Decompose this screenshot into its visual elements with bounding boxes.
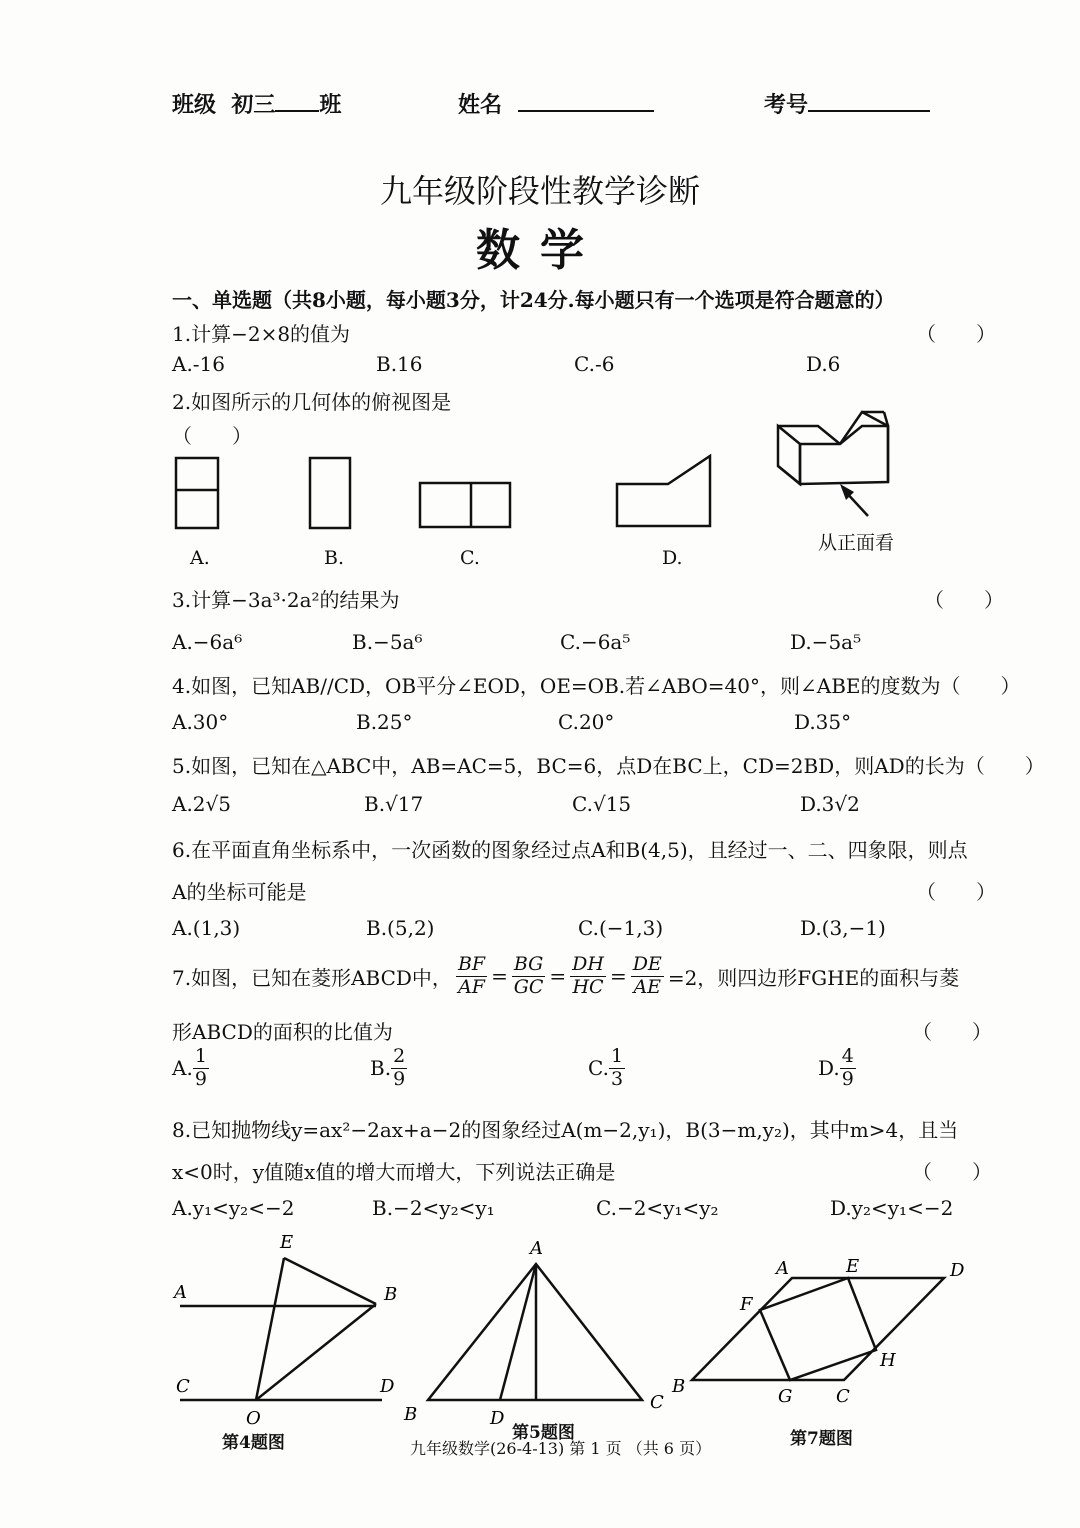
point-d-label: D <box>380 1376 395 1397</box>
question-5-text: 5.如图，已知在△ABC中，AB=AC=5，BC=6，点D在BC上，CD=2BD，则AD的长为（ ） <box>172 754 1045 778</box>
question-6-text-line-2: A的坐标可能是 <box>172 880 307 904</box>
question-6-option-c[interactable]: C.(−1,3) <box>578 916 664 940</box>
section-heading: 一、单选题（共8小题，每小题3分，计24分.每小题只有一个选项是符合题意的） <box>172 288 895 312</box>
q2-label-b[interactable]: B. <box>324 547 345 569</box>
question-2-answer-box[interactable]: （ ） <box>172 424 252 448</box>
figure-7-caption: 第7题图 <box>790 1429 853 1449</box>
point-c-label: C <box>836 1386 850 1407</box>
rhombus-abcd <box>692 1278 944 1380</box>
question-3-option-c[interactable]: C.−6a⁵ <box>560 630 631 654</box>
question-5-option-d[interactable]: D.3√2 <box>800 792 860 816</box>
exam-no-field <box>764 88 930 119</box>
class-field <box>172 88 341 119</box>
name-label: 姓名 <box>458 92 503 118</box>
figure-5-caption: 第5题图 <box>512 1423 575 1443</box>
class-blank[interactable] <box>275 90 319 112</box>
fraction-dh-hc: $\frac{DH}{HC}$ <box>572 953 604 998</box>
class-suffix: 班 <box>319 92 342 118</box>
point-o-label: O <box>246 1408 261 1428</box>
question-8-option-b[interactable]: B.−2<y₂<y₁ <box>372 1196 495 1220</box>
question-7-option-a[interactable]: A. $\frac{1}{9}$ <box>172 1045 207 1090</box>
fraction-bf-af: $\frac{BF}{AF}$ <box>457 953 486 998</box>
point-e-label: E <box>846 1256 860 1277</box>
question-3-answer-box[interactable]: （ ） <box>924 588 1004 612</box>
question-5-option-a[interactable]: A.2√5 <box>172 792 231 816</box>
question-1-option-c[interactable]: C.-6 <box>574 352 615 376</box>
question-8-answer-box[interactable]: （ ） <box>912 1160 992 1184</box>
figure-7 <box>666 1250 986 1410</box>
point-a-label: A <box>776 1258 789 1279</box>
class-label: 班级 <box>172 92 217 118</box>
q2-option-b-figure <box>310 458 350 528</box>
q2-solid-figure <box>778 412 888 484</box>
question-7-option-d[interactable]: D. $\frac{4}{9}$ <box>818 1045 854 1090</box>
exam-no-label: 考号 <box>764 92 809 118</box>
question-8-text-line-1: 8.已知抛物线y=ax²−2ax+a−2的图象经过A(m−2,y₁)，B(3−m,y₂)，其中m>4，且当 <box>172 1118 959 1142</box>
question-5-option-c[interactable]: C.√15 <box>572 792 632 816</box>
point-b-label: B <box>672 1376 686 1397</box>
point-a-label: A <box>530 1238 543 1259</box>
figure-4 <box>160 1228 420 1428</box>
point-h-label: H <box>880 1350 896 1371</box>
figure-4-caption: 第4题图 <box>222 1433 285 1453</box>
question-6-option-b[interactable]: B.(5,2) <box>366 916 435 940</box>
q2-label-a[interactable]: A. <box>190 547 210 569</box>
segment-ob <box>256 1304 376 1400</box>
question-5-option-b[interactable]: B.√17 <box>364 792 424 816</box>
question-7-line-2: 形ABCD的面积的比值为 <box>172 1020 393 1044</box>
question-2-text: 2.如图所示的几何体的俯视图是 <box>172 390 452 414</box>
question-4-option-c[interactable]: C.20° <box>558 710 615 734</box>
name-field <box>458 88 654 119</box>
question-3-option-d[interactable]: D.−5a⁵ <box>790 630 862 654</box>
point-c-label: C <box>650 1392 664 1413</box>
page-footer: 九年级数学(26-4-13) 第 1 页 （共 6 页） <box>410 1439 712 1458</box>
point-f-label: F <box>740 1294 753 1315</box>
segment-oe <box>256 1258 284 1400</box>
point-d-label: D <box>950 1260 965 1281</box>
q2-option-c-figure <box>420 483 510 527</box>
question-6-option-a[interactable]: A.(1,3) <box>172 916 241 940</box>
point-a-label: A <box>174 1282 187 1303</box>
segment-ad <box>500 1264 536 1400</box>
q2-view-note: 从正面看 <box>818 532 895 554</box>
name-blank[interactable] <box>518 90 654 112</box>
point-d-label: D <box>490 1408 505 1428</box>
exam-no-blank[interactable] <box>808 90 930 112</box>
q2-option-d-figure <box>617 456 710 526</box>
grade-label: 初三 <box>231 92 276 118</box>
question-8-text-line-2: x<0时，y值随x值的增大而增大，下列说法正确是 <box>172 1160 616 1184</box>
question-4-option-d[interactable]: D.35° <box>794 710 852 734</box>
question-1-option-a[interactable]: A.-16 <box>172 352 226 376</box>
point-g-label: G <box>778 1386 793 1407</box>
question-8-option-c[interactable]: C.−2<y₁<y₂ <box>596 1196 719 1220</box>
question-4-text: 4.如图，已知AB//CD，OB平分∠EOD，OE=OB.若∠ABO=40°，则∠ABE的度数为（ ） <box>172 674 1021 698</box>
question-6-answer-box[interactable]: （ ） <box>916 880 996 904</box>
exam-title: 九年级阶段性教学诊断 <box>379 172 700 210</box>
view-arrow-icon <box>840 484 868 516</box>
question-4-option-a[interactable]: A.30° <box>172 710 229 734</box>
question-7-option-b[interactable]: B. $\frac{2}{9}$ <box>370 1045 406 1090</box>
figure-5 <box>398 1238 688 1428</box>
question-3-option-b[interactable]: B.−5a⁶ <box>352 630 423 654</box>
fraction-de-ae: $\frac{DE}{AE}$ <box>632 953 662 998</box>
question-7-prefix: 7.如图，已知在菱形ABCD中， <box>172 965 452 990</box>
point-b-label: B <box>404 1404 418 1425</box>
question-3-text: 3.计算−3a³·2a²的结果为 <box>172 588 400 612</box>
question-1-option-b[interactable]: B.16 <box>376 352 423 376</box>
q2-label-c[interactable]: C. <box>460 547 480 569</box>
question-7-line-1: 7.如图，已知在菱形ABCD中， $\frac{BF}{AF}$ = $\frac{BG}{GC}$ = $\frac{DH}{HC}$ = $\frac{DE}{AE}$ =2，则四边形FGHE的面积与菱 <box>172 953 960 998</box>
q2-option-a-figure <box>176 458 218 528</box>
question-6-option-d[interactable]: D.(3,−1) <box>800 916 886 940</box>
question-1-answer-box[interactable]: （ ） <box>916 322 996 346</box>
question-2-figures <box>150 410 930 570</box>
point-b-label: B <box>384 1284 398 1305</box>
question-1-text: 1.计算−2×8的值为 <box>172 322 351 346</box>
question-7-option-c[interactable]: C. $\frac{1}{3}$ <box>588 1045 624 1090</box>
fraction-bg-gc: $\frac{BG}{GC}$ <box>513 953 544 998</box>
question-6-text-line-1: 6.在平面直角坐标系中，一次函数的图象经过点A和B(4,5)，且经过一、二、四象限，则点 <box>172 838 968 862</box>
segment-eb <box>284 1258 376 1304</box>
question-8-option-a[interactable]: A.y₁<y₂<−2 <box>172 1196 295 1220</box>
question-1-option-d[interactable]: D.6 <box>806 352 841 376</box>
question-4-option-b[interactable]: B.25° <box>356 710 413 734</box>
q2-label-d[interactable]: D. <box>662 547 683 569</box>
point-c-label: C <box>176 1376 190 1397</box>
question-7-suffix: =2，则四边形FGHE的面积与菱 <box>667 965 960 990</box>
question-7-answer-box[interactable]: （ ） <box>912 1020 992 1044</box>
question-3-option-a[interactable]: A.−6a⁶ <box>172 630 243 654</box>
question-8-option-d[interactable]: D.y₂<y₁<−2 <box>830 1196 954 1220</box>
point-e-label: E <box>280 1232 294 1253</box>
subject-title: 数学 <box>476 225 604 276</box>
